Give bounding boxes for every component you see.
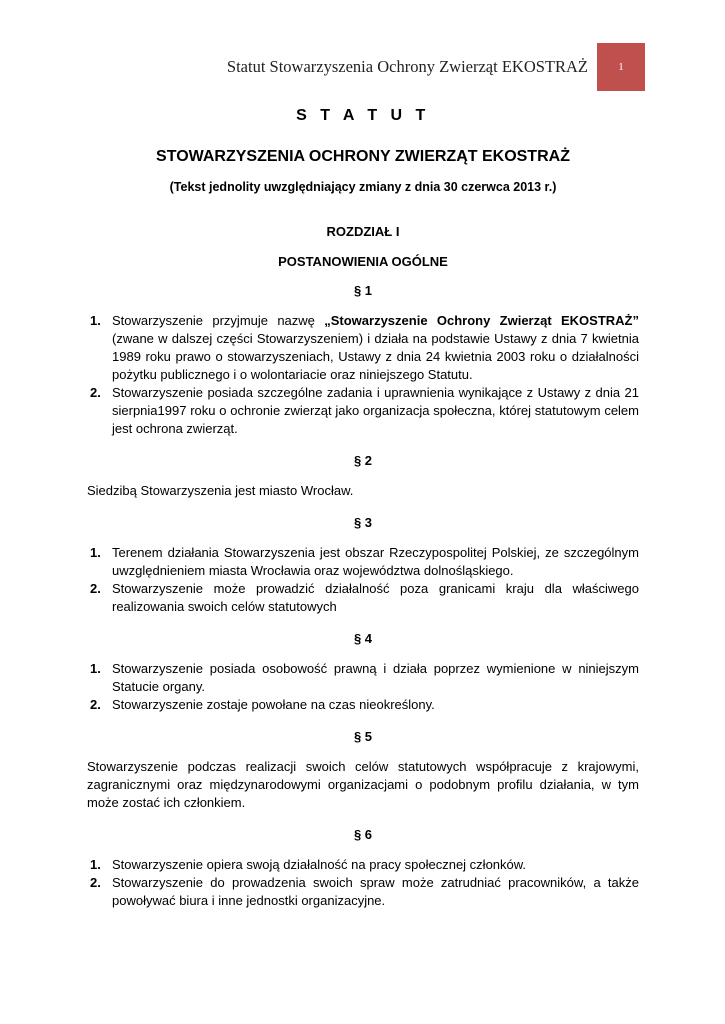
item-text-start: Stowarzyszenie przyjmuje nazwę bbox=[112, 313, 325, 328]
item-number: 2. bbox=[90, 581, 101, 596]
chapter-title: POSTANOWIENIA OGÓLNE bbox=[278, 254, 448, 269]
section-heading-6: § 6 bbox=[353, 827, 373, 842]
item-number: 1. bbox=[90, 545, 101, 560]
section-heading-5: § 5 bbox=[353, 729, 373, 744]
item-text: Stowarzyszenie zostaje powołane na czas nieokreślony. bbox=[112, 697, 435, 712]
list-item bbox=[87, 384, 639, 438]
item-text: Terenem działania Stowarzyszenia jest obszar Rzeczypospolitej Polskiej, ze szczególnym uwzględnieniem miasta Wrocławia oraz województwa dolnośląskiego. bbox=[112, 545, 639, 578]
list-item bbox=[87, 312, 639, 384]
document-title: S T A T U T bbox=[296, 107, 430, 124]
section-heading-4: § 4 bbox=[353, 631, 373, 646]
section-4-list bbox=[87, 660, 639, 714]
item-text: Stowarzyszenie opiera swoją działalność na pracy społecznej członków. bbox=[112, 857, 527, 872]
consolidated-text-note: (Tekst jednolity uwzględniający zmiany z dnia 30 czerwca 2013 r.) bbox=[169, 180, 557, 194]
item-number: 2. bbox=[90, 697, 101, 712]
list-item bbox=[87, 580, 639, 616]
item-number: 1. bbox=[90, 661, 101, 676]
document-subtitle: STOWARZYSZENIA OCHRONY ZWIERZĄT EKOSTRAŻ bbox=[156, 148, 570, 165]
section-6-list bbox=[87, 856, 639, 910]
section-5-text: Stowarzyszenie podczas realizacji swoich celów statutowych współpracuje z krajowymi, zagranicznymi oraz międzynarodowymi organizacjami o podobnym profilu działania, w tym może zostać ich członkiem. bbox=[87, 759, 639, 810]
item-text: Stowarzyszenie posiada szczególne zadania i uprawnienia wynikające z Ustawy z dnia 21 sierpnia1997 roku o ochronie zwierząt jako organizacja społeczna, której statutowym celem jest ochrona zwierząt. bbox=[112, 385, 639, 436]
association-name: „Stowarzyszenie Ochrony Zwierząt EKOSTRAŻ” bbox=[324, 313, 639, 328]
item-number: 2. bbox=[90, 875, 101, 890]
section-2-text: Siedzibą Stowarzyszenia jest miasto Wrocław. bbox=[87, 483, 354, 498]
list-item bbox=[87, 544, 639, 580]
section-3-list bbox=[87, 544, 639, 616]
item-text: Stowarzyszenie może prowadzić działalność poza granicami kraju dla właściwego realizowania swoich celów statutowych bbox=[112, 581, 639, 614]
page-number: 1 bbox=[618, 61, 624, 73]
item-text: Stowarzyszenie do prowadzenia swoich spraw może zatrudniać pracowników, a także powoływać biura i inne jednostki organizacyjne. bbox=[112, 875, 639, 908]
document-body bbox=[87, 104, 639, 910]
list-item bbox=[87, 660, 639, 696]
section-heading-2: § 2 bbox=[353, 453, 373, 468]
page-number-box bbox=[597, 43, 645, 91]
section-1-list bbox=[87, 312, 639, 438]
item-number: 1. bbox=[90, 857, 101, 872]
list-item bbox=[87, 874, 639, 910]
section-heading-3: § 3 bbox=[353, 515, 373, 530]
item-number: 2. bbox=[90, 385, 101, 400]
section-heading-1: § 1 bbox=[353, 283, 373, 298]
list-item bbox=[87, 696, 639, 714]
running-header-title: Statut Stowarzyszenia Ochrony Zwierząt EKOSTRAŻ bbox=[226, 57, 588, 76]
item-text: Stowarzyszenie posiada osobowość prawną i działa poprzez wymienione w niniejszym Statucie organy. bbox=[112, 661, 639, 694]
chapter-heading: ROZDZIAŁ I bbox=[326, 224, 400, 239]
list-item bbox=[87, 856, 639, 874]
item-text-rest: (zwane w dalszej części Stowarzyszeniem) i działa na podstawie Ustawy z dnia 7 kwietnia 1989 roku prawo o stowarzyszeniach, Ustawy z dnia 24 kwietnia 2003 roku o działalności pożytku publicznego i o wolontariacie oraz niniejszego Statutu. bbox=[112, 331, 639, 382]
item-number: 1. bbox=[90, 313, 101, 328]
